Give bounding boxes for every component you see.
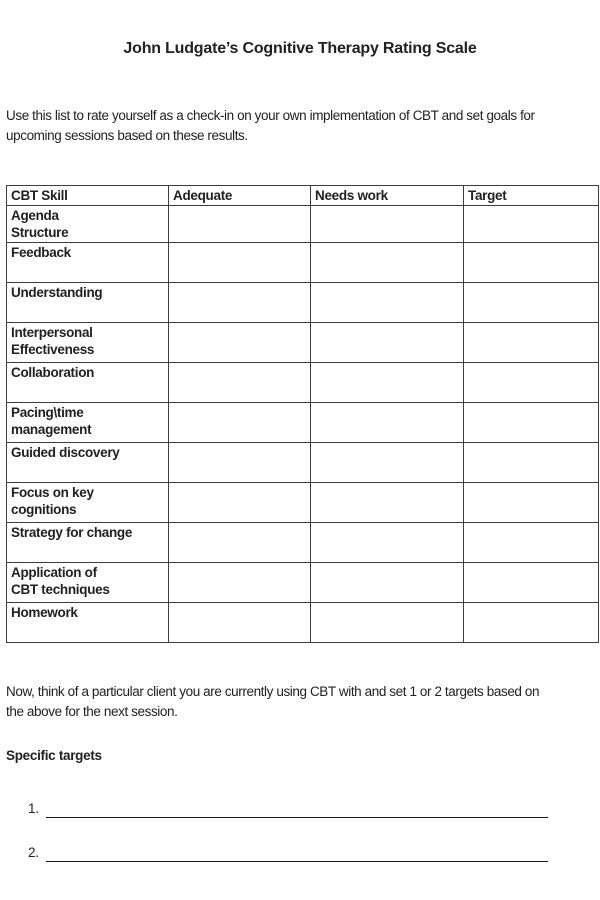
intro-line: upcoming sessions based on these results. <box>6 128 248 143</box>
intro-line: Use this list to rate yourself as a check-in on your own implementation of CBT and set goals for <box>6 108 535 123</box>
target-number-2: 2. <box>28 845 39 860</box>
skill-label-line: Strategy for change <box>11 525 133 540</box>
needs-work-cell[interactable] <box>311 206 464 243</box>
adequate-cell[interactable] <box>169 443 311 483</box>
target-cell[interactable] <box>464 323 599 363</box>
target-item-1 <box>28 800 548 818</box>
skill-label-line: Interpersonal <box>11 325 93 340</box>
skill-cell <box>7 283 169 323</box>
table-row <box>7 243 599 283</box>
table-header-row <box>7 186 599 206</box>
needs-work-cell[interactable] <box>311 243 464 283</box>
followup-line: Now, think of a particular client you are currently using CBT with and set 1 or 2 targets based on <box>6 684 540 699</box>
skill-cell <box>7 323 169 363</box>
skill-cell <box>7 243 169 283</box>
followup-line: the above for the next session. <box>6 704 178 719</box>
header-needs-work: Needs work <box>311 186 464 206</box>
skill-label-line: Agenda <box>11 208 59 223</box>
target-blank-line-1[interactable] <box>46 801 548 818</box>
skill-cell <box>7 363 169 403</box>
target-cell[interactable] <box>464 363 599 403</box>
needs-work-cell[interactable] <box>311 283 464 323</box>
intro-paragraph <box>6 106 535 146</box>
header-adequate: Adequate <box>169 186 311 206</box>
target-cell[interactable] <box>464 603 599 643</box>
skill-label-line: Pacing\time <box>11 405 84 420</box>
skill-label-line: CBT techniques <box>11 582 110 597</box>
skill-label-line: Application of <box>11 565 97 580</box>
table-row <box>7 563 599 603</box>
adequate-cell[interactable] <box>169 323 311 363</box>
rating-table-body <box>7 206 599 643</box>
skill-label-line: cognitions <box>11 502 77 517</box>
table-row <box>7 603 599 643</box>
table-row <box>7 523 599 563</box>
table-row <box>7 483 599 523</box>
skill-label-line: management <box>11 422 92 437</box>
skill-cell <box>7 483 169 523</box>
adequate-cell[interactable] <box>169 403 311 443</box>
needs-work-cell[interactable] <box>311 563 464 603</box>
needs-work-cell[interactable] <box>311 603 464 643</box>
skill-cell <box>7 523 169 563</box>
adequate-cell[interactable] <box>169 206 311 243</box>
adequate-cell[interactable] <box>169 283 311 323</box>
table-row <box>7 363 599 403</box>
skill-label-line: Focus on key <box>11 485 94 500</box>
needs-work-cell[interactable] <box>311 483 464 523</box>
target-cell[interactable] <box>464 403 599 443</box>
needs-work-cell[interactable] <box>311 443 464 483</box>
target-number-1: 1. <box>28 801 39 816</box>
adequate-cell[interactable] <box>169 523 311 563</box>
skill-label-line: Feedback <box>11 245 71 260</box>
skill-label-line: Collaboration <box>11 365 95 380</box>
table-row <box>7 206 599 243</box>
target-item-2 <box>28 844 548 862</box>
adequate-cell[interactable] <box>169 563 311 603</box>
target-cell[interactable] <box>464 443 599 483</box>
page-title: John Ludgate’s Cognitive Therapy Rating Scale <box>123 40 477 57</box>
target-blank-line-2[interactable] <box>46 845 548 862</box>
header-cbt-skill: CBT Skill <box>7 186 169 206</box>
skill-cell <box>7 443 169 483</box>
skill-label-line: Guided discovery <box>11 445 120 460</box>
target-cell[interactable] <box>464 483 599 523</box>
skill-cell <box>7 206 169 243</box>
adequate-cell[interactable] <box>169 483 311 523</box>
header-target: Target <box>464 186 599 206</box>
table-row <box>7 283 599 323</box>
needs-work-cell[interactable] <box>311 363 464 403</box>
followup-paragraph <box>6 682 539 722</box>
skill-cell <box>7 563 169 603</box>
adequate-cell[interactable] <box>169 243 311 283</box>
skill-cell <box>7 603 169 643</box>
target-cell[interactable] <box>464 523 599 563</box>
adequate-cell[interactable] <box>169 603 311 643</box>
skill-label-line: Effectiveness <box>11 342 95 357</box>
table-row <box>7 403 599 443</box>
table-row <box>7 323 599 363</box>
target-cell[interactable] <box>464 243 599 283</box>
needs-work-cell[interactable] <box>311 523 464 563</box>
skill-label-line: Understanding <box>11 285 103 300</box>
target-cell[interactable] <box>464 206 599 243</box>
skill-label-line: Homework <box>11 605 78 620</box>
specific-targets-heading: Specific targets <box>6 748 102 763</box>
skill-label-line: Structure <box>11 225 69 240</box>
table-row <box>7 443 599 483</box>
target-cell[interactable] <box>464 283 599 323</box>
rating-table <box>6 185 599 643</box>
needs-work-cell[interactable] <box>311 323 464 363</box>
adequate-cell[interactable] <box>169 363 311 403</box>
needs-work-cell[interactable] <box>311 403 464 443</box>
skill-cell <box>7 403 169 443</box>
target-cell[interactable] <box>464 563 599 603</box>
